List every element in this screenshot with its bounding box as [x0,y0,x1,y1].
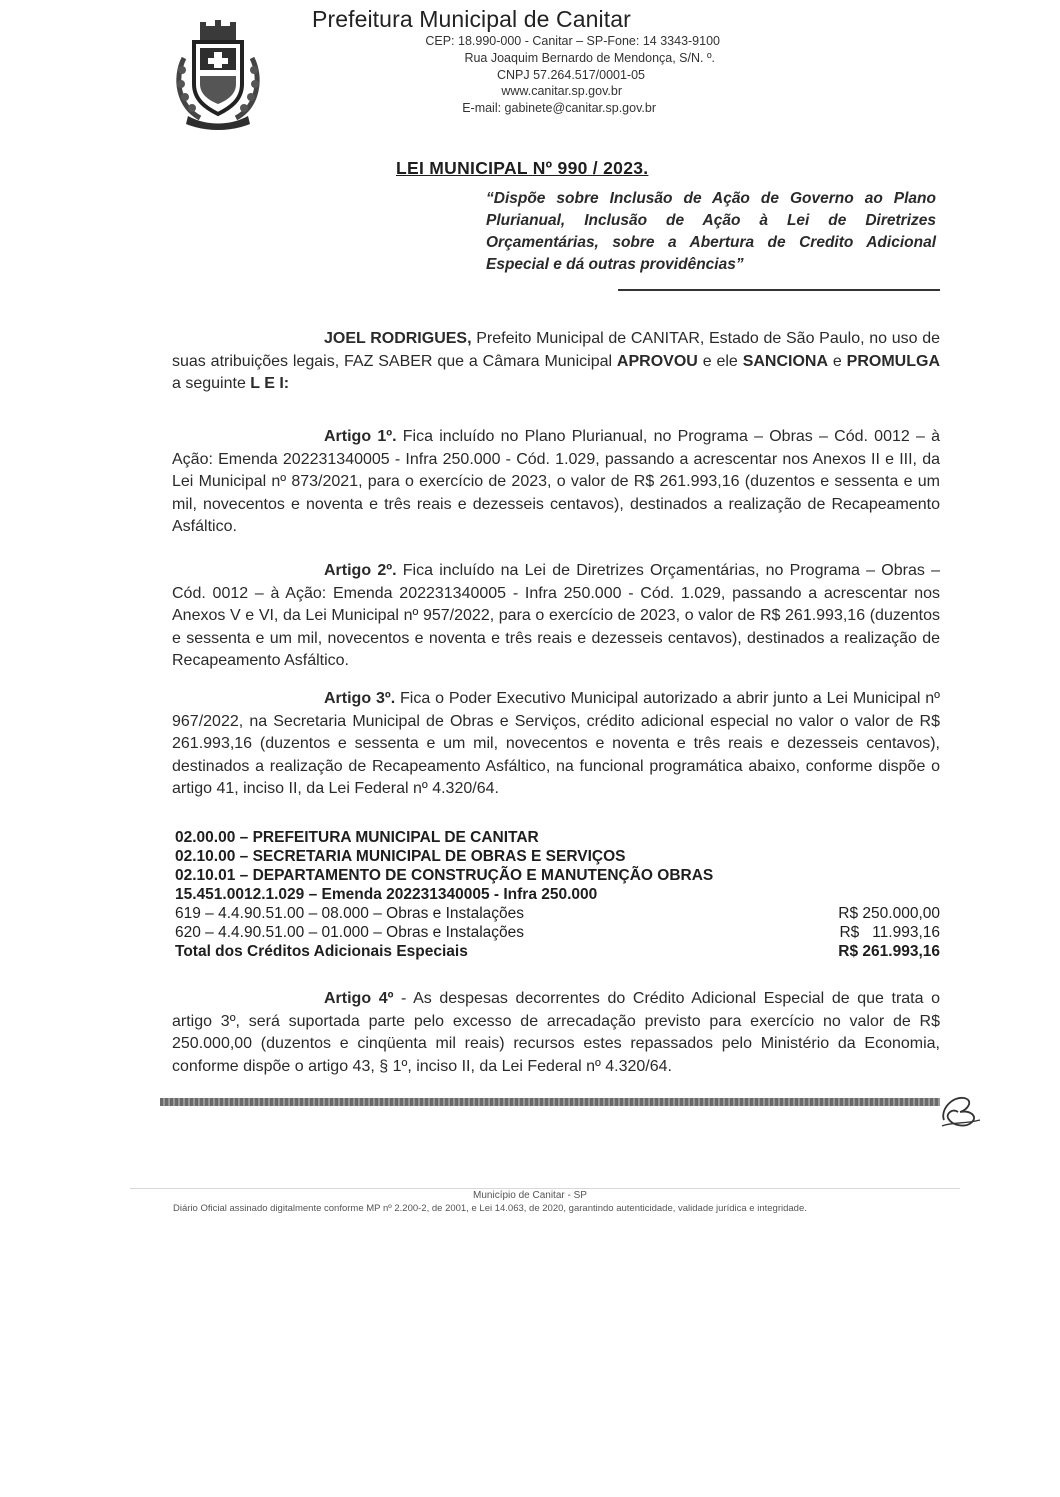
intro-aprovou: APROVOU [616,352,698,370]
budget-heading-4: 15.451.0012.1.029 – Emenda 202231340005 - Infra 250.000 [175,886,598,903]
law-ementa: “Dispõe sobre Inclusão de Ação de Governo ao Plano Plurianual, Inclusão de Ação à Lei de Diretrizes Orçamentárias, sobre a Abertura de Credito Adicional Especial e dá outras providências” [486,190,936,273]
ementa-underline [618,289,940,291]
intro-text: e [828,352,847,370]
budget-row [175,923,940,942]
budget-total-amount: R$ 261.993,16 [838,943,940,960]
article-1-text: Fica incluído no Plano Plurianual, no Programa – Obras – Cód. 0012 – à Ação: Emenda 202231340005 - Infra 250.000 - Cód. 1.029, passando a acrescentar nos Anexos II e III, da Lei Municipal nº 873/2021, para o exercício de 2023, o valor de R$ 261.993,16 (duzentos e sessenta e um mil, novecentos e noventa e três reais e dezesseis centavos), destinados a realização de Recapeamento Asfáltico. [172,428,941,535]
page-bottom-rule [160,1098,940,1106]
budget-heading-3: 02.10.01 – DEPARTAMENTO DE CONSTRUÇÃO E MANUTENÇÃO OBRAS [175,867,714,884]
header-email: E-mail: gabinete@canitar.sp.gov.br [462,101,656,115]
article-3-text: Fica o Poder Executivo Municipal autorizado a abrir junto a Lei Municipal nº 967/2022, na Secretaria Municipal de Obras e Serviços, crédito adicional especial no valor o valor de R$ 261.993,16 (duzentos e sessenta e um mil, novecentos e noventa e três reais e dezesseis centavos), destinados a realização de Recapeamento Asfáltico, na funcional programática abaixo, conforme dispõe o artigo 41, inciso II, da Lei Federal nº 4.320/64. [172,690,940,797]
intro-text: Prefeito Municipal de CANITAR, Estado de São Paulo, no uso de suas atribuições legais, FAZ SABER que a Câmara Municipal [172,330,940,370]
footer-municipality: Município de Canitar - SP [473,1190,587,1201]
article-2-text: Fica incluído na Lei de Diretrizes Orçamentárias, no Programa – Obras – Cód. 0012 – à Ação: Emenda 202231340005 - Infra 250.000 - Cód. 1.029, passando a acrescentar nos Anexos V e VI, da Lei Municipal nº 957/2022, para o exercício de 2023, o valor de R$ 261.993,16 (duzentos e sessenta e um mil, novecentos e noventa e três reais e dezesseis centavos), destinados a realização de Recapeamento Asfáltico. [172,562,941,669]
budget-heading-1: 02.00.00 – PREFEITURA MUNICIPAL DE CANITAR [175,829,539,846]
article-1 [172,426,940,539]
intro-promulga: PROMULGA [846,352,940,370]
budget-allocation [175,828,940,961]
intro-sanciona: SANCIONA [742,352,829,370]
article-4-label: Artigo 4º [324,990,394,1007]
article-4 [172,988,940,1078]
budget-total-label: Total dos Créditos Adicionais Especiais [175,943,468,960]
intro-text: e ele [697,352,743,370]
article-3 [172,688,940,801]
budget-row-amount: R$ 250.000,00 [838,905,940,922]
article-3-label: Artigo 3º. [324,690,396,707]
law-title: LEI MUNICIPAL Nº 990 / 2023. [396,158,649,178]
header-cnpj: CNPJ 57.264.517/0001-05 [496,68,645,82]
municipality-title: Prefeitura Municipal de Canitar [312,6,631,32]
budget-row-amount: R$ 11.993,16 [839,924,940,941]
budget-row-label: 619 – 4.4.90.51.00 – 08.000 – Obras e Instalações [175,905,525,922]
intro-text: a seguinte [172,375,251,392]
budget-total-row [175,942,940,961]
initials-signature-icon [938,1090,984,1130]
intro-lei: L E I: [250,375,290,392]
header-website: www.canitar.sp.gov.br [501,84,622,98]
footer-divider [130,1188,960,1189]
article-1-label: Artigo 1º. [324,428,397,445]
coat-of-arms-icon [170,18,266,130]
header-cep-phone: CEP: 18.990-000 - Canitar – SP-Fone: 14 3343-9100 [425,34,720,48]
budget-row [175,904,940,923]
article-4-text: - As despesas decorrentes do Crédito Adicional Especial de que trata o artigo 3º, será suportada parte pelo excesso de arrecadação previsto para exercício no valor de R$ 250.000,00 (duzentos e cinqüenta mil reais) recursos estes repassados pelo Ministério da Economia, conforme dispõe o artigo 43, § 1º, inciso II, da Lei Federal nº 4.320/64. [172,990,941,1075]
article-2 [172,560,940,673]
article-2-label: Artigo 2º. [324,562,397,579]
footer-digital-signature-note: Diário Oficial assinado digitalmente conforme MP nº 2.200-2, de 2001, e Lei 14.063, de 2020, garantindo autenticidade, validade jurídica e integridade. [173,1203,807,1214]
budget-row-label: 620 – 4.4.90.51.00 – 01.000 – Obras e Instalações [175,924,525,941]
intro-paragraph [172,328,940,396]
mayor-name: JOEL RODRIGUES, [324,330,472,347]
budget-heading-2: 02.10.00 – SECRETARIA MUNICIPAL DE OBRAS E SERVIÇOS [175,848,626,865]
header-address: Rua Joaquim Bernardo de Mendonça, S/N. º. [464,51,715,65]
